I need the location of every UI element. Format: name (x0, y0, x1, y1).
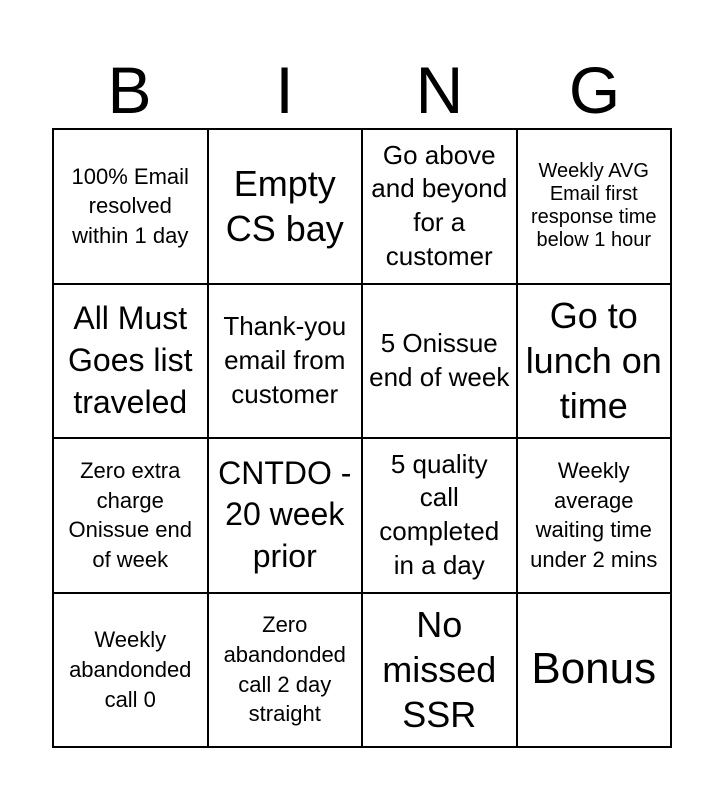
bingo-board (52, 128, 672, 748)
bingo-cell-r2c1[interactable] (54, 285, 209, 440)
bingo-cell-label: Weekly abandonded call 0 (69, 627, 192, 712)
bingo-cell-r3c2[interactable] (209, 439, 364, 594)
bingo-header (52, 50, 672, 130)
bingo-cell-label: 5 quality call completed in a day (379, 448, 500, 581)
bingo-cell-label: Zero extra charge Onissue end of week (68, 457, 193, 572)
bingo-cell-label: Go to lunch on time (525, 295, 662, 427)
bingo-cell-r4c4[interactable] (518, 594, 673, 749)
bingo-cell-label: No missed SSR (382, 604, 497, 736)
bingo-cell-label: 5 Onissue end of week (369, 327, 510, 392)
header-letter-n: N (415, 53, 464, 127)
bingo-cell-r3c4[interactable] (518, 439, 673, 594)
bingo-cell-r1c2[interactable] (209, 130, 364, 285)
bingo-cell-label: Empty CS bay (225, 163, 344, 250)
bingo-cell-label: CNTDO - 20 week prior (218, 454, 352, 575)
bingo-cell-r2c4[interactable] (518, 285, 673, 440)
bingo-cell-label: Thank-you email from customer (223, 311, 347, 409)
bingo-cell-r4c1[interactable] (54, 594, 209, 749)
bingo-cell-label: 100% Email resolved within 1 day (71, 163, 189, 249)
header-letter-b: B (107, 53, 152, 127)
bingo-cell-r4c3[interactable] (363, 594, 518, 749)
bingo-cell-label: Go above and beyond for a customer (371, 139, 508, 272)
header-letter-i: I (275, 53, 294, 127)
bingo-cell-r3c3[interactable] (363, 439, 518, 594)
header-letter-g: G (568, 53, 621, 127)
bingo-cell-label: All Must Goes list traveled (68, 300, 193, 420)
bingo-cell-label: Zero abandonded call 2 day straight (223, 612, 346, 727)
bingo-cell-r4c2[interactable] (209, 594, 364, 749)
bingo-cell-label: Weekly AVG Email first response time below 1 hour (530, 160, 657, 252)
bingo-cell-r1c4[interactable] (518, 130, 673, 285)
bingo-cell-r2c2[interactable] (209, 285, 364, 440)
bingo-cell-label: Bonus (531, 644, 657, 694)
bingo-cell-r1c1[interactable] (54, 130, 209, 285)
bingo-cell-label: Weekly average waiting time under 2 mins (530, 457, 658, 572)
bingo-cell-r1c3[interactable] (363, 130, 518, 285)
bingo-cell-r2c3[interactable] (363, 285, 518, 440)
bingo-cell-r3c1[interactable] (54, 439, 209, 594)
